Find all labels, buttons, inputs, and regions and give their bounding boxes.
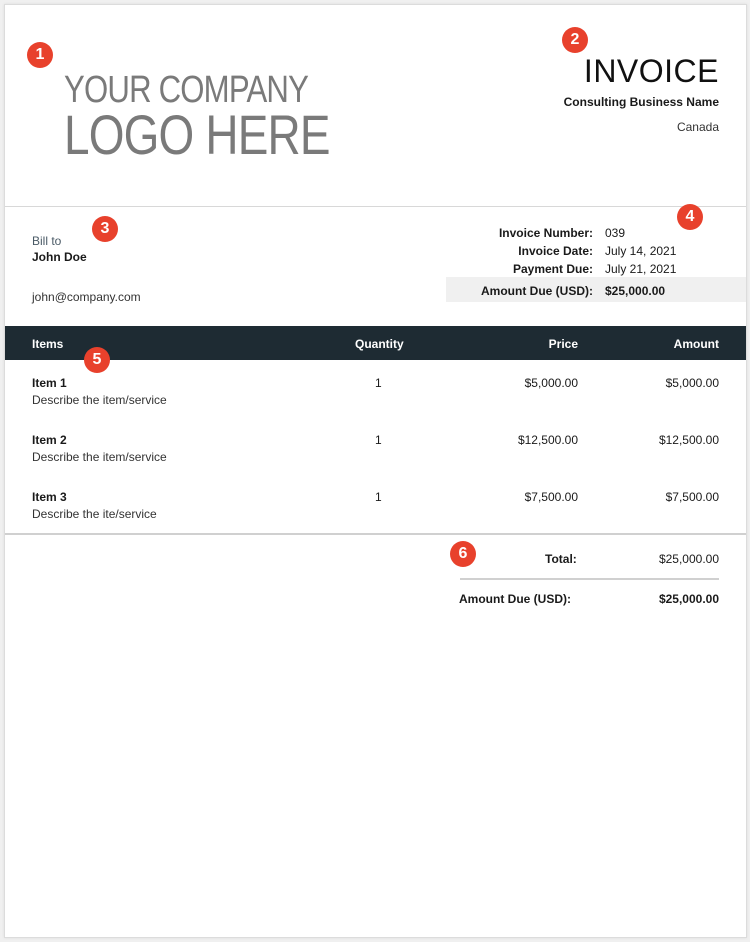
- items-table-header: [5, 326, 746, 360]
- total-label: Total:: [545, 552, 577, 566]
- logo-line-2: LOGO HERE: [64, 103, 330, 166]
- payment-due-label: Payment Due:: [512, 262, 593, 276]
- annotation-marker-4: 4: [677, 204, 703, 230]
- item-description: Describe the item/service: [32, 450, 167, 464]
- bill-to-label: Bill to: [32, 234, 62, 248]
- item-name: Item 1: [32, 376, 67, 390]
- invoice-date-label: Invoice Date:: [518, 244, 593, 258]
- amount-due-value: $25,000.00: [605, 284, 666, 298]
- item-amount: $7,500.00: [665, 490, 719, 504]
- totals-divider: [460, 578, 719, 580]
- header-quantity: Quantity: [355, 337, 404, 351]
- item-amount: $12,500.00: [658, 433, 719, 447]
- item-quantity: 1: [375, 433, 382, 447]
- item-description: Describe the ite/service: [32, 507, 157, 521]
- total-value: $25,000.00: [658, 552, 719, 566]
- item-description: Describe the item/service: [32, 393, 167, 407]
- invoice-date-value: July 14, 2021: [605, 244, 677, 258]
- invoice-number-label: Invoice Number:: [498, 226, 593, 240]
- item-name: Item 2: [32, 433, 67, 447]
- header-price: Price: [548, 337, 578, 351]
- annotation-marker-3: 3: [92, 216, 118, 242]
- payment-due-value: July 21, 2021: [605, 262, 677, 276]
- item-price: $12,500.00: [517, 433, 578, 447]
- header-amount: Amount: [673, 337, 719, 351]
- business-country: Canada: [676, 120, 719, 134]
- table-bottom-divider: [5, 533, 746, 535]
- item-amount: $5,000.00: [665, 376, 719, 390]
- business-name: Consulting Business Name: [563, 95, 719, 109]
- bill-to-email: john@company.com: [32, 290, 141, 304]
- item-price: $7,500.00: [524, 490, 578, 504]
- annotation-marker-1: 1: [27, 42, 53, 68]
- header-divider: [5, 206, 746, 207]
- logo-line-1: YOUR COMPANY: [64, 69, 309, 111]
- item-quantity: 1: [375, 376, 382, 390]
- company-logo-placeholder: [64, 69, 388, 166]
- header-items: Items: [32, 337, 64, 351]
- final-amount-due-label: Amount Due (USD):: [459, 592, 571, 606]
- invoice-page: [4, 4, 747, 938]
- item-name: Item 3: [32, 490, 67, 504]
- item-price: $5,000.00: [524, 376, 578, 390]
- annotation-marker-5: 5: [84, 347, 110, 373]
- amount-due-label: Amount Due (USD):: [481, 284, 593, 298]
- invoice-title: INVOICE: [583, 53, 719, 89]
- final-amount-due-value: $25,000.00: [658, 592, 719, 606]
- bill-to-name: John Doe: [32, 250, 87, 264]
- annotation-marker-6: 6: [450, 541, 476, 567]
- item-quantity: 1: [375, 490, 382, 504]
- annotation-marker-2: 2: [562, 27, 588, 53]
- invoice-number-value: 039: [605, 226, 626, 240]
